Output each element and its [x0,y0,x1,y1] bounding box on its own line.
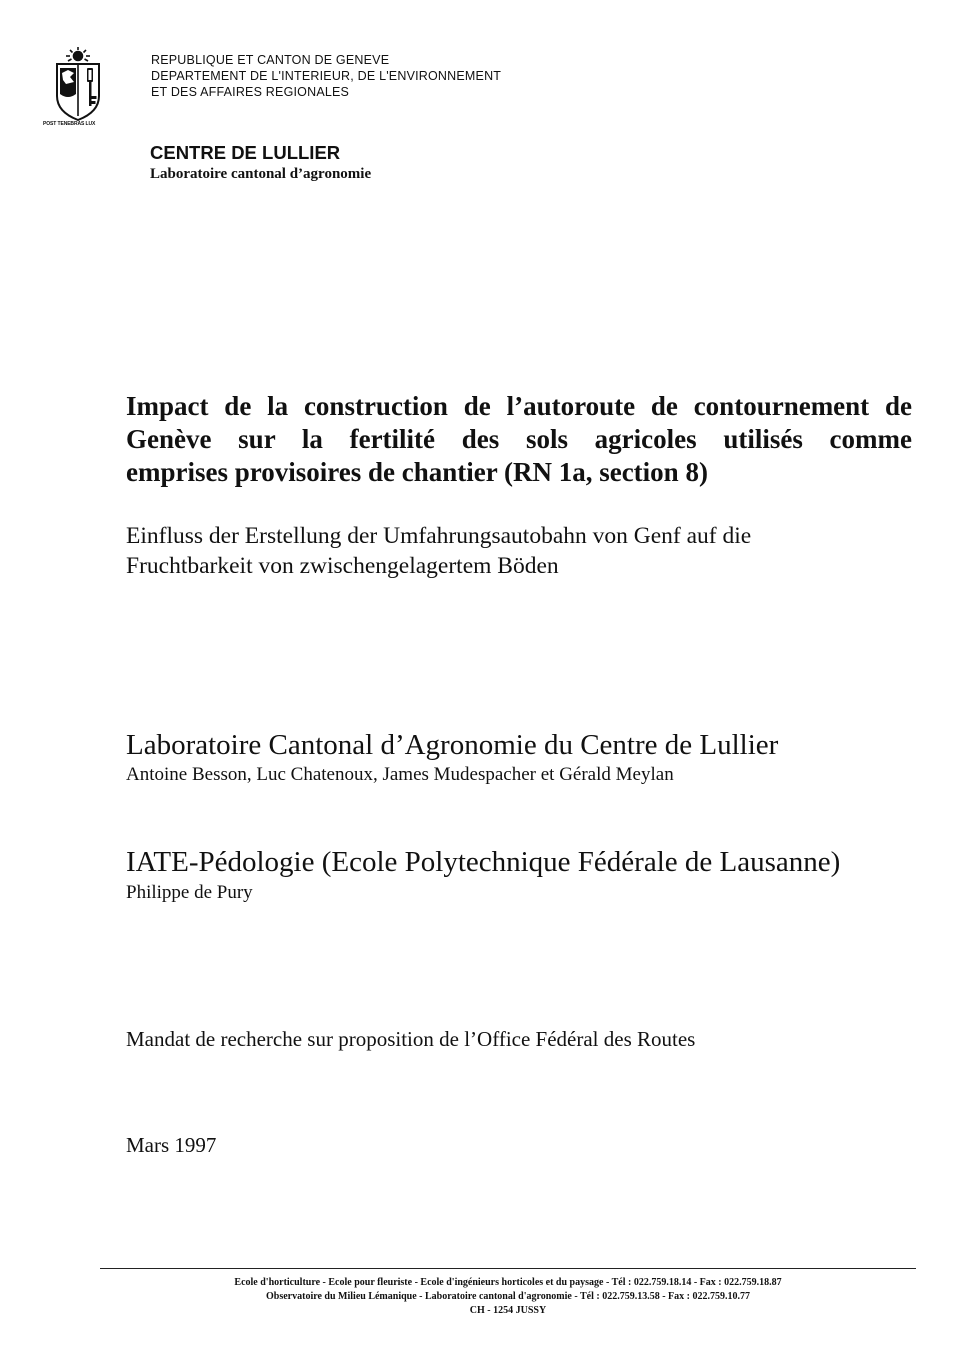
authors-lullier: Antoine Besson, Luc Chatenoux, James Mudespacher et Gérald Meylan [126,764,674,785]
subtitle-line: Einfluss der Erstellung der Umfahrungsautobahn von Genf auf die [126,523,752,549]
motto: POST TENEBRAS LUX [43,121,96,127]
centre-name: CENTRE DE LULLIER [150,142,341,163]
footer-line: Observatoire du Milieu Lémanique - Laboratoire cantonal d'agronomie - Tél : 022.759.13.58 - Fax : 022.759.10.77 [266,1291,750,1302]
report-title [126,390,912,489]
authority-line: DEPARTEMENT DE L'INTERIEUR, DE L'ENVIRONNEMENT [151,69,502,83]
organization-lullier: Laboratoire Cantonal d’Agronomie du Centre de Lullier [126,729,779,761]
publication-date: Mars 1997 [126,1133,217,1157]
sun-emblem-icon [66,47,90,61]
subtitle-line: Fruchtbarkeit von zwischengelagertem Böden [126,553,559,579]
title-line: Impact de la construction de l’autoroute de contournement de [126,391,912,421]
title-line: Genève sur la fertilité des sols agricoles utilisés comme [126,424,912,454]
title-line: emprises provisoires de chantier (RN 1a, section 8) [126,457,708,487]
authority-line: REPUBLIQUE ET CANTON DE GENEVE [151,53,390,67]
issuing-authority [151,52,501,100]
geneva-coat-of-arms-logo [48,46,108,122]
authors-epfl: Philippe de Pury [126,882,253,903]
authority-line: ET DES AFFAIRES REGIONALES [151,85,350,99]
footer [100,1276,916,1318]
footer-divider [100,1268,916,1269]
organization-epfl: IATE-Pédologie (Ecole Polytechnique Fédérale de Lausanne) [126,846,841,878]
laboratory-name: Laboratoire cantonal d’agronomie [150,166,372,182]
german-subtitle [126,521,886,581]
footer-line: CH - 1254 JUSSY [469,1305,547,1316]
mandate-statement: Mandat de recherche sur proposition de l’Office Fédéral des Routes [126,1027,696,1051]
footer-line: Ecole d'horticulture - Ecole pour fleuriste - Ecole d'ingénieurs horticoles et du paysage - Tél : 022.759.18.14 - Fax : 022.759.18.87 [234,1277,782,1288]
